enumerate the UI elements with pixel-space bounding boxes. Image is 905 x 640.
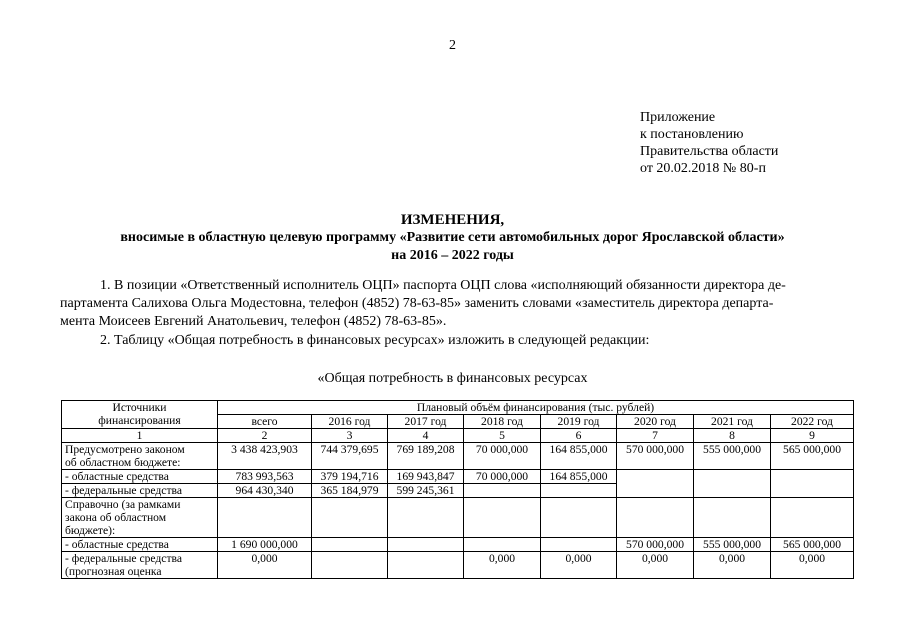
- table-row-reference: [62, 498, 854, 538]
- table-cell: 565 000,000: [771, 443, 854, 470]
- table-cell: [312, 538, 388, 552]
- row-label: - областные средства: [62, 470, 218, 484]
- table-cell: 0,000: [771, 552, 854, 579]
- appendix-line: от 20.02.2018 № 80-п: [640, 161, 766, 176]
- paragraph-1-line: мента Моисеев Евгений Анатольевич, телефон (4852) 78-63-85».: [60, 314, 447, 329]
- header-column: 2020 год: [617, 415, 694, 429]
- header-column: 2018 год: [464, 415, 541, 429]
- document-subtitle: вносимые в областную целевую программу «Развитие сети автомобильных дорог Ярославской области»: [120, 230, 785, 245]
- table-cell: [694, 484, 771, 498]
- paragraph-1-line: партамента Салихова Ольга Модестовна, телефон (4852) 78-63-85» заменить словами «заместитель директора департа-: [60, 296, 774, 311]
- table-cell: 555 000,000: [694, 443, 771, 470]
- table-cell: 570 000,000: [617, 443, 694, 470]
- header-column: 2017 год: [388, 415, 464, 429]
- table-row-law: [62, 443, 854, 470]
- table-cell: 365 184,979: [312, 484, 388, 498]
- row-label: [62, 498, 218, 538]
- column-number: 6: [541, 429, 617, 443]
- table-cell: 0,000: [218, 552, 312, 579]
- table-cell: 964 430,340: [218, 484, 312, 498]
- row-label-line: Предусмотрено законом: [65, 443, 185, 456]
- financing-table: [61, 400, 854, 579]
- table-cell: [771, 470, 854, 484]
- paragraph-1-line: 1. В позиции «Ответственный исполнитель ОЦП» паспорта ОЦП слова «исполняющий обязанности директора де-: [100, 278, 786, 293]
- column-number: 3: [312, 429, 388, 443]
- row-label: - федеральные средства: [62, 484, 218, 498]
- table-cell: 0,000: [617, 552, 694, 579]
- table-cell: 379 194,716: [312, 470, 388, 484]
- table-row-ref-federal: [62, 552, 854, 579]
- table-cell: [694, 470, 771, 484]
- table-cell: [464, 484, 541, 498]
- table-cell: 565 000,000: [771, 538, 854, 552]
- table-cell: 0,000: [541, 552, 617, 579]
- table-cell: [617, 498, 694, 538]
- row-label-line: закона об областном: [65, 511, 167, 524]
- appendix-block: [640, 109, 778, 177]
- table-row-ref-regional: [62, 538, 854, 552]
- table-cell: [388, 552, 464, 579]
- table-cell: 169 943,847: [388, 470, 464, 484]
- table-cell: [541, 484, 617, 498]
- table-cell: [312, 498, 388, 538]
- table-cell: [312, 552, 388, 579]
- table-cell: [694, 498, 771, 538]
- row-label: - областные средства: [62, 538, 218, 552]
- column-number: 8: [694, 429, 771, 443]
- table-cell: [388, 538, 464, 552]
- document-subtitle-years: на 2016 – 2022 годы: [391, 248, 514, 263]
- table-cell: [541, 538, 617, 552]
- row-label: [62, 443, 218, 470]
- table-cell: 599 245,361: [388, 484, 464, 498]
- row-label-line: (прогнозная оценка: [65, 565, 162, 578]
- table-cell: 164 855,000: [541, 470, 617, 484]
- header-column: 2019 год: [541, 415, 617, 429]
- appendix-line: Приложение: [640, 110, 716, 125]
- column-number: 2: [218, 429, 312, 443]
- table-cell: [388, 498, 464, 538]
- column-number: 5: [464, 429, 541, 443]
- paragraph-2: 2. Таблицу «Общая потребность в финансовых ресурсах» изложить в следующей редакции:: [100, 333, 650, 348]
- table-cell: [617, 470, 694, 484]
- table-cell: [617, 484, 694, 498]
- header-column: 2021 год: [694, 415, 771, 429]
- header-sources-line: финансирования: [98, 414, 181, 427]
- appendix-line: Правительства области: [640, 144, 779, 159]
- column-number: 7: [617, 429, 694, 443]
- table-row-regional: [62, 470, 854, 484]
- table-cell: 164 855,000: [541, 443, 617, 470]
- appendix-line: к постановлению: [640, 127, 744, 142]
- table-cell: 769 189,208: [388, 443, 464, 470]
- table-cell: [464, 538, 541, 552]
- table-cell: 0,000: [464, 552, 541, 579]
- header-sources-line: Источники: [112, 401, 167, 414]
- row-label-line: Справочно (за рамками: [65, 498, 181, 511]
- header-column: 2022 год: [771, 415, 854, 429]
- page-number: 2: [449, 38, 456, 53]
- table-cell: 555 000,000: [694, 538, 771, 552]
- table-caption: «Общая потребность в финансовых ресурсах: [317, 371, 588, 386]
- table-cell: [464, 498, 541, 538]
- table-cell: 3 438 423,903: [218, 443, 312, 470]
- header-planned: Плановый объём финансирования (тыс. рублей): [218, 401, 854, 415]
- column-number: 1: [62, 429, 218, 443]
- table-cell: 1 690 000,000: [218, 538, 312, 552]
- row-label-line: бюджете):: [65, 524, 116, 537]
- header-sources: [62, 401, 218, 429]
- column-number: 9: [771, 429, 854, 443]
- column-number: 4: [388, 429, 464, 443]
- table-cell: 70 000,000: [464, 470, 541, 484]
- row-label: [62, 552, 218, 579]
- table-cell: 783 993,563: [218, 470, 312, 484]
- header-column: всего: [218, 415, 312, 429]
- column-numbers-row: [62, 429, 854, 443]
- table-row-federal: [62, 484, 854, 498]
- table-cell: [218, 498, 312, 538]
- table-cell: [771, 498, 854, 538]
- document-title: ИЗМЕНЕНИЯ,: [400, 212, 505, 228]
- table-cell: 70 000,000: [464, 443, 541, 470]
- header-column: 2016 год: [312, 415, 388, 429]
- table-cell: 744 379,695: [312, 443, 388, 470]
- row-label-line: - федеральные средства: [65, 552, 182, 565]
- table-cell: [541, 498, 617, 538]
- row-label-line: об областном бюджете:: [65, 456, 181, 469]
- table-cell: [771, 484, 854, 498]
- table-cell: 570 000,000: [617, 538, 694, 552]
- table-cell: 0,000: [694, 552, 771, 579]
